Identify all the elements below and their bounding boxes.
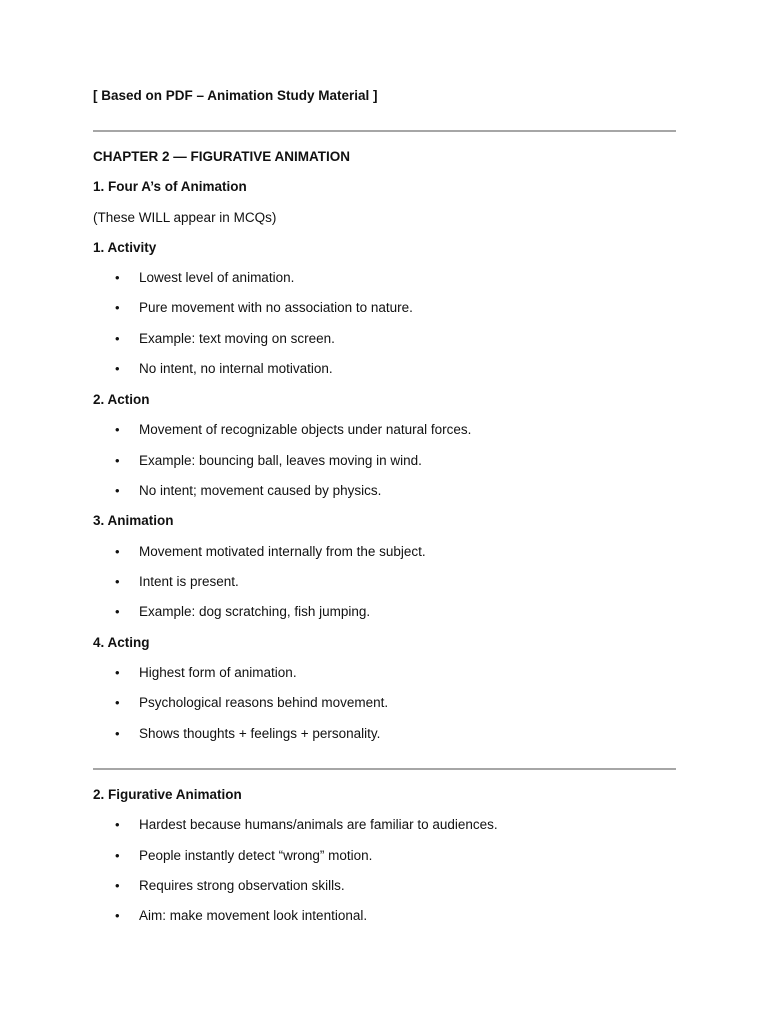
bullet-icon: •: [115, 331, 120, 346]
list-item: • Movement motivated internally from the subject.: [115, 544, 426, 559]
list-item: • People instantly detect “wrong” motion.: [115, 848, 373, 863]
list-item: • Requires strong observation skills.: [115, 878, 345, 893]
bullet-icon: •: [115, 604, 120, 619]
list-item: • Lowest level of animation.: [115, 270, 295, 285]
header-note: [ Based on PDF – Animation Study Material ]: [93, 88, 378, 103]
subheading-activity: 1. Activity: [93, 240, 157, 255]
list-item: • Psychological reasons behind movement.: [115, 695, 389, 710]
bullet-icon: •: [115, 665, 120, 680]
bullet-icon: •: [115, 878, 120, 893]
divider: [93, 130, 676, 132]
bullet-icon: •: [115, 361, 120, 376]
bullet-icon: •: [115, 300, 120, 315]
bullet-icon: •: [115, 270, 120, 285]
list-item: • Highest form of animation.: [115, 665, 297, 680]
list-item: • Example: dog scratching, fish jumping.: [115, 604, 371, 619]
bullet-icon: •: [115, 422, 120, 437]
list-item: • Movement of recognizable objects under natural forces.: [115, 422, 472, 437]
divider: [93, 768, 676, 770]
bullet-icon: •: [115, 908, 120, 923]
bullet-icon: •: [115, 453, 120, 468]
section-heading-figurative-animation: 2. Figurative Animation: [93, 787, 242, 802]
list-item: • No intent, no internal motivation.: [115, 361, 333, 376]
list-item: • Intent is present.: [115, 574, 239, 589]
list-item: • Hardest because humans/animals are familiar to audiences.: [115, 817, 498, 832]
bullet-icon: •: [115, 483, 120, 498]
section-heading-four-as: 1. Four A’s of Animation: [93, 179, 247, 194]
list-item: • Shows thoughts + feelings + personality.: [115, 726, 381, 741]
chapter-title: CHAPTER 2 — FIGURATIVE ANIMATION: [93, 149, 351, 164]
list-item: • Example: bouncing ball, leaves moving in wind.: [115, 453, 422, 468]
list-item: • Aim: make movement look intentional.: [115, 908, 368, 923]
bullet-icon: •: [115, 544, 120, 559]
list-item: • Example: text moving on screen.: [115, 331, 335, 346]
bullet-icon: •: [115, 817, 120, 832]
list-item: • Pure movement with no association to nature.: [115, 300, 413, 315]
subheading-animation: 3. Animation: [93, 513, 174, 528]
subheading-action: 2. Action: [93, 392, 150, 407]
bullet-icon: •: [115, 695, 120, 710]
bullet-icon: •: [115, 848, 120, 863]
subheading-acting: 4. Acting: [93, 635, 150, 650]
bullet-icon: •: [115, 726, 120, 741]
mcq-note: (These WILL appear in MCQs): [93, 210, 277, 225]
list-item: • No intent; movement caused by physics.: [115, 483, 382, 498]
bullet-icon: •: [115, 574, 120, 589]
